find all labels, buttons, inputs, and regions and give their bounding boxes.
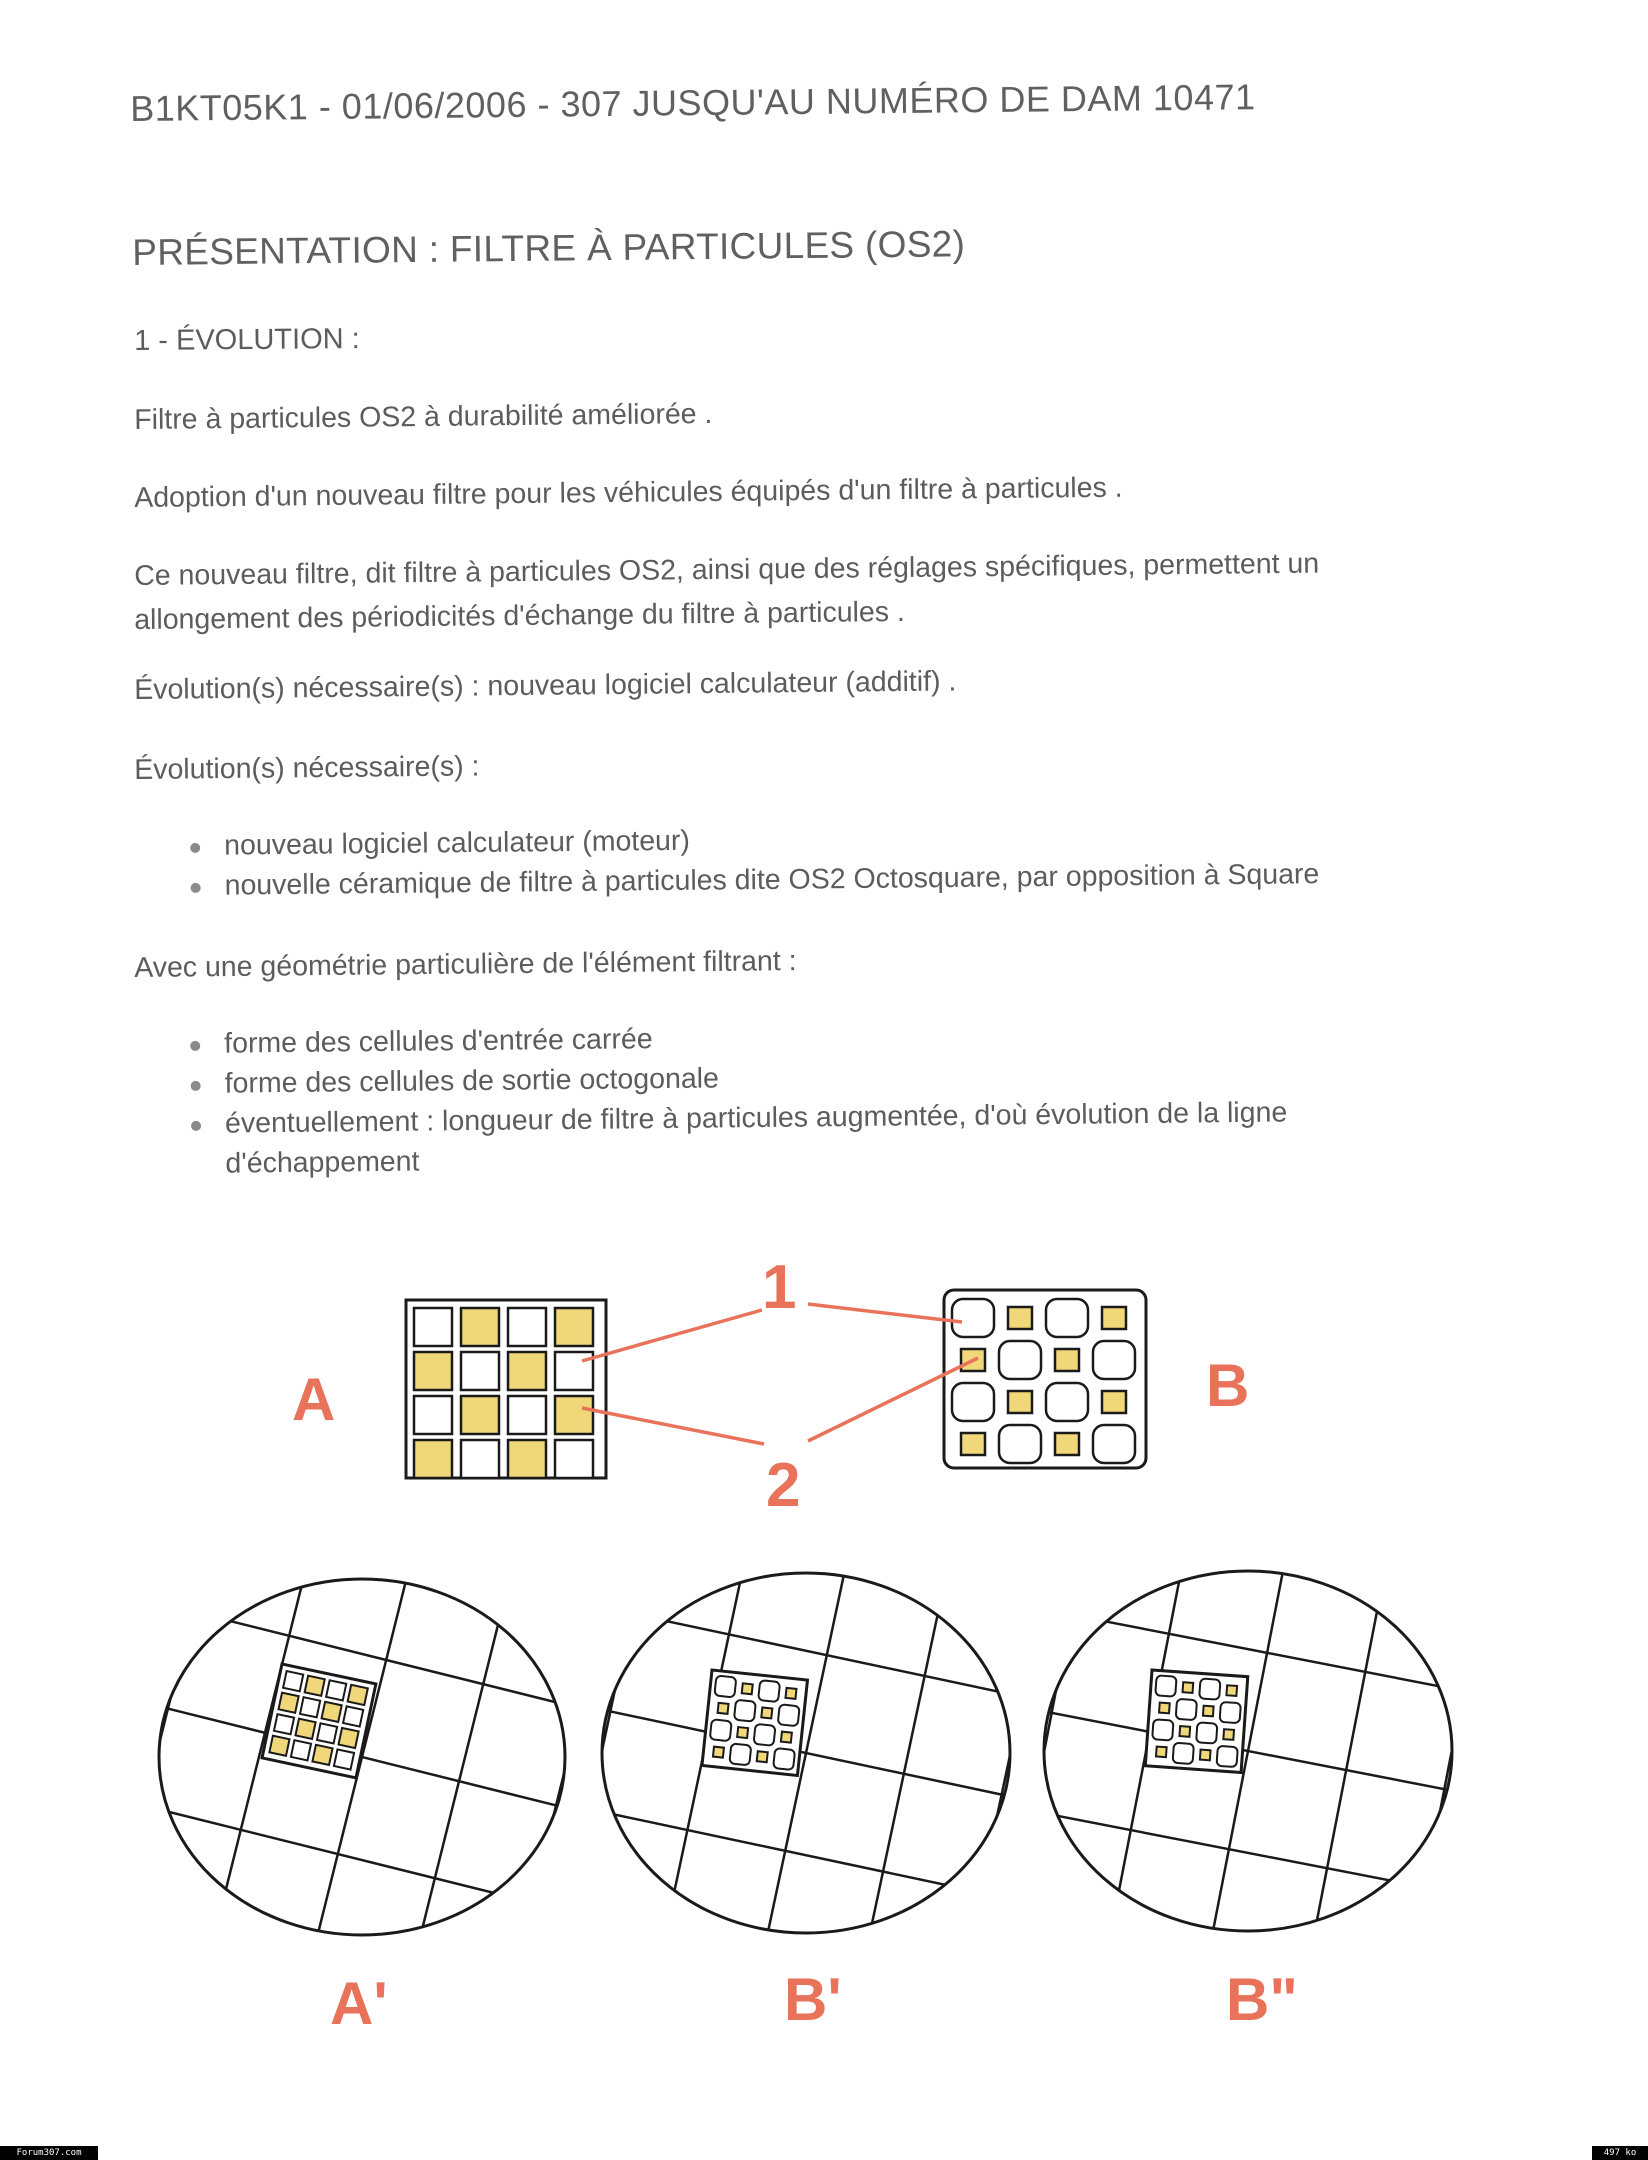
inlet-cell [300,1697,320,1717]
octagonal-cell [1220,1702,1241,1723]
square-cell [1200,1750,1211,1761]
inlet-cell [461,1440,499,1478]
segment-line [552,1699,1061,1807]
octagonal-cell [734,1700,756,1722]
footer-size: 497 ko [1592,2146,1648,2160]
segment-line [936,1996,1446,2080]
outlet-cell [322,1702,342,1722]
square-cell [1008,1307,1032,1329]
square-cell [713,1747,724,1758]
outlet-cell [508,1352,546,1390]
list-item: forme des cellules de sortie octogonale [186,1052,1287,1104]
label-b-double-prime: B" [1226,1966,1298,2033]
square-cell [1102,1307,1126,1329]
square-cell [961,1433,985,1455]
document-title: PRÉSENTATION : FILTRE À PARTICULES (OS2) [132,223,966,273]
segment-line [993,1701,1503,1800]
octagonal-cell [1093,1425,1135,1463]
inlet-cell [461,1352,499,1390]
square-cell [785,1688,796,1699]
octagonal-cell [773,1748,795,1770]
segment-line [955,1898,1465,1997]
octagonal-cell [778,1704,800,1726]
paragraph-geometry: Avec une géométrie particulière de l'élément filtrant : [134,945,797,984]
inlet-cell [414,1308,452,1346]
octagonal-cell [1046,1383,1088,1421]
octosquare-filter-b [944,1290,1146,1468]
square-cell [1008,1391,1032,1413]
segment-line [8,1432,134,1937]
octagonal-cell [1199,1678,1220,1699]
list-item: nouveau logiciel calculateur (moteur) [186,814,1319,866]
square-cell [1156,1747,1167,1758]
callout-label-1: 1 [762,1253,797,1322]
octagonal-cell [999,1425,1041,1463]
outlet-cell [305,1676,325,1696]
octagonal-cell [952,1299,994,1337]
square-cell [1203,1706,1214,1717]
segment-line [1493,1553,1592,2063]
octagonal-cell [1152,1719,1173,1740]
inlet-cell [343,1706,363,1726]
paragraph-new-filter-line-1: Ce nouveau filtre, dit filtre à particules OS2, ainsi que des réglages spécifiques, permettent un [134,547,1320,592]
octagonal-cell [1196,1722,1217,1743]
octagonal-cell [999,1341,1041,1379]
list-item: nouvelle céramique de filtre à particules dite OS2 Octosquare, par opposition à Square [186,854,1319,906]
outlet-cell [555,1308,593,1346]
document-header: B1KT05K1 - 01/06/2006 - 307 JUSQU'AU NUMÉRO DE DAM 10471 [130,76,1256,129]
label-a: A [292,1366,336,1433]
inlet-cell [317,1723,337,1743]
outlet-cell [461,1308,499,1346]
detail-block [702,1670,808,1776]
segment-line [37,1985,542,2080]
octagonal-cell [754,1724,776,1746]
outlet-cell [279,1693,299,1713]
inlet-cell [508,1396,546,1434]
segment-line [590,1577,716,2080]
inlet-cell [283,1671,303,1691]
segment-line [1395,1534,1494,2044]
square-cell [781,1732,792,1743]
segment-line [396,1529,522,2034]
segment-line [1031,1505,1541,1604]
detail-block [262,1664,376,1778]
inlet-cell [508,1308,546,1346]
outlet-cell [269,1736,289,1756]
octagonal-cell [1155,1675,1176,1696]
inlet-cell [414,1396,452,1434]
list-item-text: éventuellement : longueur de filtre à particules augmentée, d'où évolution de la ligne [224,1096,1288,1140]
square-cell [1055,1349,1079,1371]
segment-line [948,1540,1056,2049]
square-cell [1183,1682,1194,1693]
segment-line [61,1888,566,2014]
segment-line [1297,1515,1396,2025]
segment-line [510,1895,1019,2003]
outlet-cell [338,1728,358,1748]
segment-line [974,1800,1484,1899]
octagonal-cell [1216,1746,1237,1767]
label-a-prime: A' [330,1970,388,2037]
square-cell [742,1683,753,1694]
square-cell [1179,1726,1190,1737]
callout-line-1-b [808,1304,962,1322]
octagonal-cell [758,1680,780,1702]
list-item [187,1092,1288,1184]
inlet-cell [334,1749,354,1769]
square-cell [1055,1433,1079,1455]
outlet-cell [295,1719,315,1739]
callout-label-2: 2 [766,1451,801,1520]
list-item-continuation: d'échappement [225,1145,420,1180]
bullet-list-evolutions [186,814,1319,906]
label-b-prime: B' [784,1966,842,2033]
bullet-list-geometry [186,1012,1288,1184]
section-heading: 1 - ÉVOLUTION : [134,323,360,357]
callout-lines [582,1304,978,1444]
octagonal-cell [1093,1341,1135,1379]
detail-block [1145,1670,1247,1772]
square-cell [1223,1729,1234,1740]
segment-line [86,1791,591,1917]
paragraph-new-filter-line-2: allongement des périodicités d'échange du filtre à particules . [134,595,906,636]
octagonal-cell [1173,1743,1194,1764]
callout-line-1-a [582,1310,762,1361]
octagonal-cell [1046,1299,1088,1337]
label-b: B [1206,1352,1250,1419]
square-cell [737,1727,748,1738]
cross-section-detail [262,1664,376,1778]
inlet-cell [326,1680,346,1700]
cross-section-detail [702,1670,808,1776]
paragraph-evolution-heading: Évolution(s) nécessaire(s) : [134,750,480,786]
outlet-cell [348,1685,368,1705]
square-cell [1226,1685,1237,1696]
callout-line-2-a [582,1408,764,1444]
octagonal-cell [952,1383,994,1421]
square-cell [761,1707,772,1718]
octagonal-cell [714,1675,736,1697]
segment-line [158,1500,663,1626]
square-cell [1159,1703,1170,1714]
filter-cell-diagram [0,1180,1648,2080]
footer-source: Forum307.com [0,2146,98,2160]
segment-line [489,1992,998,2080]
outlet-cell [555,1396,593,1434]
inlet-cell [555,1440,593,1478]
square-cell [718,1703,729,1714]
inlet-cell [291,1740,311,1760]
outlet-cell [508,1440,546,1478]
square-filter-a [406,1300,606,1478]
list-item: forme des cellules d'entrée carrée [186,1012,1287,1064]
outlet-cell [414,1440,452,1478]
inlet-cell [274,1714,294,1734]
octagonal-cell [729,1743,751,1765]
octagonal-cell [1176,1699,1197,1720]
paragraph-durability: Filtre à particules OS2 à durabilité améliorée . [134,397,713,436]
octagonal-cell [710,1719,732,1741]
segment-line [531,1797,1040,1905]
segment-line [904,1439,1003,1949]
paragraph-evolution-additif: Évolution(s) nécessaire(s) : nouveau logiciel calculateur (additif) . [134,665,957,706]
outlet-cell [461,1396,499,1434]
outlet-cell [414,1352,452,1390]
square-cell [1102,1391,1126,1413]
outlet-cell [312,1745,332,1765]
square-cell [757,1751,768,1762]
paragraph-adoption: Adoption d'un nouveau filtre pour les véhicules équipés d'un filtre à particules . [134,471,1123,514]
cross-section-detail [1145,1670,1247,1772]
segment-line [593,1503,1102,1611]
